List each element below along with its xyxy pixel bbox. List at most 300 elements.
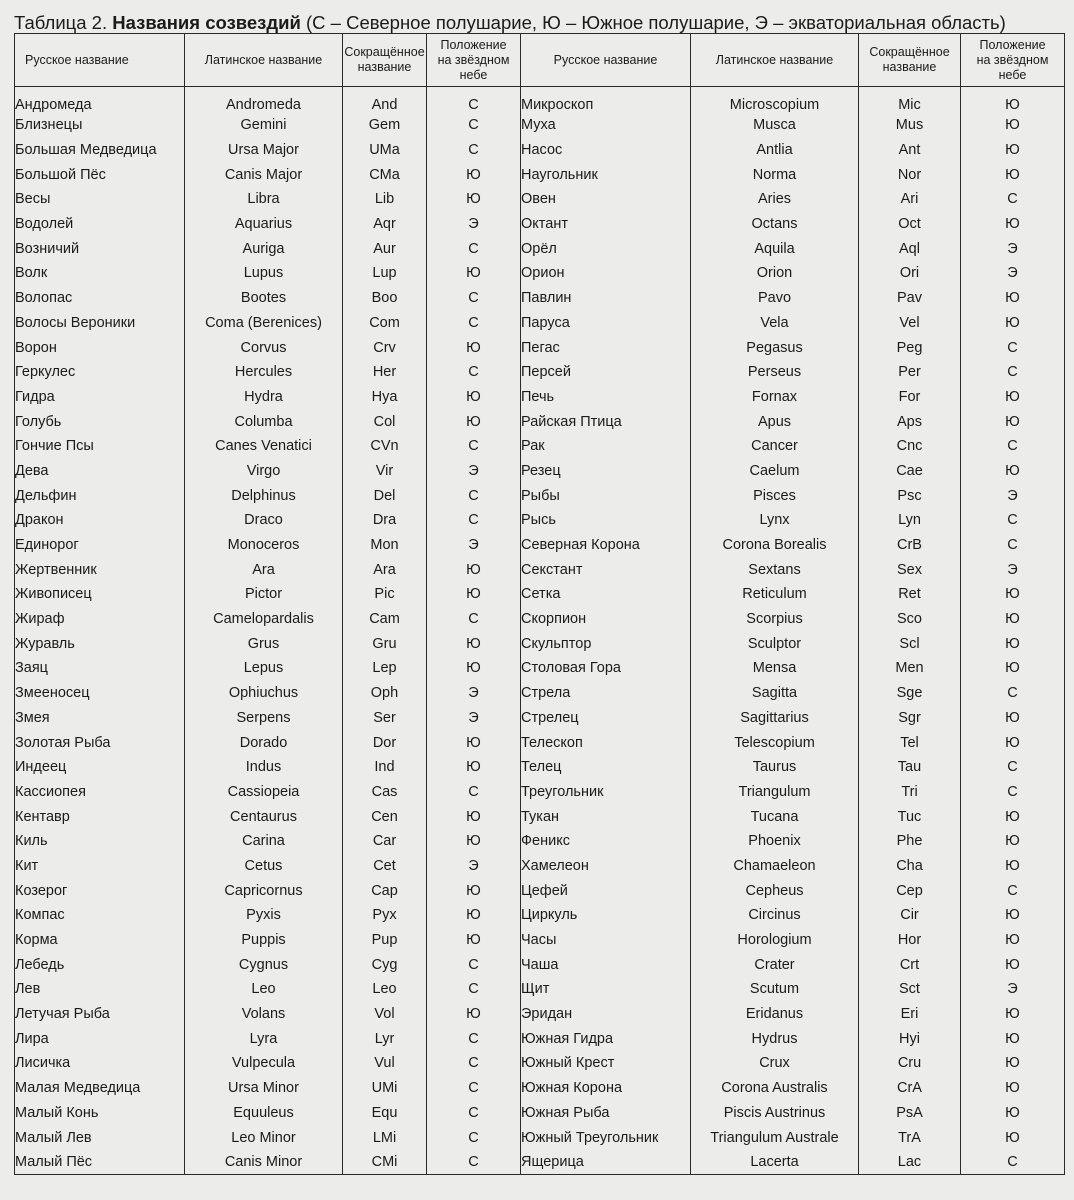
abbreviation-cell: Cru: [859, 1051, 961, 1076]
table-row: [15, 409, 1065, 434]
latin-name-cell: Serpens: [185, 706, 343, 731]
table-row: [15, 557, 1065, 582]
abbreviation-cell: Ari: [859, 187, 961, 212]
position-cell: Ю: [427, 730, 521, 755]
position-cell: Ю: [961, 607, 1065, 632]
header-latin-name: Латинское название: [185, 34, 343, 87]
latin-name-cell: Sagitta: [691, 681, 859, 706]
position-cell: Ю: [961, 459, 1065, 484]
abbreviation-cell: Tel: [859, 730, 961, 755]
russian-name-cell: Кассиопея: [15, 780, 185, 805]
russian-name-cell: Волк: [15, 261, 185, 286]
abbreviation-cell: Lyr: [343, 1026, 427, 1051]
position-cell: Ю: [427, 656, 521, 681]
abbreviation-cell: For: [859, 385, 961, 410]
position-cell: С: [961, 878, 1065, 903]
russian-name-cell: Лев: [15, 977, 185, 1002]
header-russian-name: Русское название: [521, 34, 691, 87]
latin-name-cell: Carina: [185, 829, 343, 854]
abbreviation-cell: Crt: [859, 952, 961, 977]
table-row: [15, 1051, 1065, 1076]
abbreviation-cell: Aps: [859, 409, 961, 434]
russian-name-cell: Микроскоп: [521, 87, 691, 114]
latin-name-cell: Corona Borealis: [691, 533, 859, 558]
abbreviation-cell: Vel: [859, 311, 961, 336]
latin-name-cell: Aries: [691, 187, 859, 212]
russian-name-cell: Киль: [15, 829, 185, 854]
table-row: [15, 804, 1065, 829]
russian-name-cell: Щит: [521, 977, 691, 1002]
position-cell: С: [961, 508, 1065, 533]
russian-name-cell: Северная Корона: [521, 533, 691, 558]
russian-name-cell: Насос: [521, 138, 691, 163]
latin-name-cell: Vela: [691, 311, 859, 336]
abbreviation-cell: Vir: [343, 459, 427, 484]
position-cell: Ю: [427, 755, 521, 780]
table-row: [15, 236, 1065, 261]
russian-name-cell: Телескоп: [521, 730, 691, 755]
header-position: Положение на звёздном небе: [427, 34, 521, 87]
position-cell: С: [427, 780, 521, 805]
russian-name-cell: Большая Медведица: [15, 138, 185, 163]
abbreviation-cell: Men: [859, 656, 961, 681]
table-body: [15, 87, 1065, 1175]
position-cell: С: [427, 1076, 521, 1101]
russian-name-cell: Рысь: [521, 508, 691, 533]
header-latin-name: Латинское название: [691, 34, 859, 87]
abbreviation-cell: Psc: [859, 483, 961, 508]
latin-name-cell: Puppis: [185, 928, 343, 953]
latin-name-cell: Pisces: [691, 483, 859, 508]
latin-name-cell: Lupus: [185, 261, 343, 286]
position-cell: С: [427, 508, 521, 533]
latin-name-cell: Musca: [691, 113, 859, 138]
position-cell: С: [427, 952, 521, 977]
position-cell: Э: [961, 483, 1065, 508]
latin-name-cell: Taurus: [691, 755, 859, 780]
latin-name-cell: Telescopium: [691, 730, 859, 755]
russian-name-cell: Персей: [521, 360, 691, 385]
abbreviation-cell: Aql: [859, 236, 961, 261]
russian-name-cell: Компас: [15, 903, 185, 928]
abbreviation-cell: Com: [343, 311, 427, 336]
latin-name-cell: Cygnus: [185, 952, 343, 977]
header-abbreviation: Сокращённое название: [343, 34, 427, 87]
latin-name-cell: Pictor: [185, 582, 343, 607]
abbreviation-cell: LMi: [343, 1125, 427, 1150]
russian-name-cell: Феникс: [521, 829, 691, 854]
russian-name-cell: Рак: [521, 434, 691, 459]
abbreviation-cell: Mus: [859, 113, 961, 138]
russian-name-cell: Орион: [521, 261, 691, 286]
position-cell: Э: [427, 459, 521, 484]
table-row: [15, 1101, 1065, 1126]
abbreviation-cell: Ori: [859, 261, 961, 286]
latin-name-cell: Octans: [691, 212, 859, 237]
latin-name-cell: Camelopardalis: [185, 607, 343, 632]
russian-name-cell: Единорог: [15, 533, 185, 558]
abbreviation-cell: UMi: [343, 1076, 427, 1101]
latin-name-cell: Triangulum Australe: [691, 1125, 859, 1150]
russian-name-cell: Южная Рыба: [521, 1101, 691, 1126]
abbreviation-cell: Hyi: [859, 1026, 961, 1051]
latin-name-cell: Horologium: [691, 928, 859, 953]
position-cell: Ю: [961, 311, 1065, 336]
latin-name-cell: Hydra: [185, 385, 343, 410]
abbreviation-cell: Ant: [859, 138, 961, 163]
position-cell: С: [427, 236, 521, 261]
latin-name-cell: Crater: [691, 952, 859, 977]
russian-name-cell: Змееносец: [15, 681, 185, 706]
russian-name-cell: Индеец: [15, 755, 185, 780]
position-cell: Э: [961, 557, 1065, 582]
position-cell: Ю: [961, 87, 1065, 114]
abbreviation-cell: Cen: [343, 804, 427, 829]
latin-name-cell: Volans: [185, 1002, 343, 1027]
russian-name-cell: Живописец: [15, 582, 185, 607]
latin-name-cell: Canes Venatici: [185, 434, 343, 459]
latin-name-cell: Sculptor: [691, 631, 859, 656]
russian-name-cell: Стрелец: [521, 706, 691, 731]
latin-name-cell: Caelum: [691, 459, 859, 484]
latin-name-cell: Cetus: [185, 854, 343, 879]
position-cell: Ю: [961, 952, 1065, 977]
russian-name-cell: Часы: [521, 928, 691, 953]
position-cell: Ю: [961, 706, 1065, 731]
abbreviation-cell: Per: [859, 360, 961, 385]
latin-name-cell: Libra: [185, 187, 343, 212]
abbreviation-cell: Nor: [859, 162, 961, 187]
table-row: [15, 138, 1065, 163]
russian-name-cell: Волопас: [15, 286, 185, 311]
latin-name-cell: Pegasus: [691, 335, 859, 360]
abbreviation-cell: Cam: [343, 607, 427, 632]
latin-name-cell: Hydrus: [691, 1026, 859, 1051]
abbreviation-cell: Cet: [343, 854, 427, 879]
table-row: [15, 903, 1065, 928]
table-row: [15, 434, 1065, 459]
latin-name-cell: Perseus: [691, 360, 859, 385]
russian-name-cell: Южная Корона: [521, 1076, 691, 1101]
russian-name-cell: Гидра: [15, 385, 185, 410]
russian-name-cell: Дракон: [15, 508, 185, 533]
latin-name-cell: Hercules: [185, 360, 343, 385]
position-cell: Ю: [961, 286, 1065, 311]
latin-name-cell: Coma (Berenices): [185, 311, 343, 336]
russian-name-cell: Ящерица: [521, 1150, 691, 1175]
russian-name-cell: Лебедь: [15, 952, 185, 977]
russian-name-cell: Змея: [15, 706, 185, 731]
russian-name-cell: Весы: [15, 187, 185, 212]
header-position: Положение на звёздном небе: [961, 34, 1065, 87]
russian-name-cell: Журавль: [15, 631, 185, 656]
abbreviation-cell: CrB: [859, 533, 961, 558]
table-row: [15, 508, 1065, 533]
table-row: [15, 1150, 1065, 1175]
table-caption: [14, 12, 1064, 34]
abbreviation-cell: Aur: [343, 236, 427, 261]
latin-name-cell: Virgo: [185, 459, 343, 484]
russian-name-cell: Летучая Рыба: [15, 1002, 185, 1027]
abbreviation-cell: Tuc: [859, 804, 961, 829]
table-row: [15, 755, 1065, 780]
abbreviation-cell: Lyn: [859, 508, 961, 533]
position-cell: С: [427, 607, 521, 632]
position-cell: С: [427, 1051, 521, 1076]
latin-name-cell: Leo: [185, 977, 343, 1002]
latin-name-cell: Apus: [691, 409, 859, 434]
position-cell: С: [961, 360, 1065, 385]
latin-name-cell: Pyxis: [185, 903, 343, 928]
abbreviation-cell: Hor: [859, 928, 961, 953]
abbreviation-cell: Gru: [343, 631, 427, 656]
table-row: [15, 1125, 1065, 1150]
abbreviation-cell: Pup: [343, 928, 427, 953]
abbreviation-cell: Sex: [859, 557, 961, 582]
russian-name-cell: Лира: [15, 1026, 185, 1051]
russian-name-cell: Ворон: [15, 335, 185, 360]
latin-name-cell: Orion: [691, 261, 859, 286]
latin-name-cell: Piscis Austrinus: [691, 1101, 859, 1126]
position-cell: С: [961, 755, 1065, 780]
table-row: [15, 829, 1065, 854]
russian-name-cell: Дева: [15, 459, 185, 484]
abbreviation-cell: Ser: [343, 706, 427, 731]
abbreviation-cell: Col: [343, 409, 427, 434]
abbreviation-cell: Leo: [343, 977, 427, 1002]
russian-name-cell: Большой Пёс: [15, 162, 185, 187]
russian-name-cell: Столовая Гора: [521, 656, 691, 681]
russian-name-cell: Жираф: [15, 607, 185, 632]
abbreviation-cell: Cae: [859, 459, 961, 484]
latin-name-cell: Norma: [691, 162, 859, 187]
latin-name-cell: Capricornus: [185, 878, 343, 903]
russian-name-cell: Цефей: [521, 878, 691, 903]
caption-prefix: Таблица 2.: [14, 12, 108, 33]
russian-name-cell: Лисичка: [15, 1051, 185, 1076]
table-row: [15, 261, 1065, 286]
position-cell: Ю: [961, 1051, 1065, 1076]
russian-name-cell: Резец: [521, 459, 691, 484]
russian-name-cell: Козерог: [15, 878, 185, 903]
table-row: [15, 977, 1065, 1002]
table-row: [15, 878, 1065, 903]
position-cell: С: [427, 977, 521, 1002]
latin-name-cell: Canis Minor: [185, 1150, 343, 1175]
position-cell: Ю: [427, 385, 521, 410]
table-row: [15, 533, 1065, 558]
position-cell: С: [427, 113, 521, 138]
latin-name-cell: Andromeda: [185, 87, 343, 114]
abbreviation-cell: And: [343, 87, 427, 114]
latin-name-cell: Gemini: [185, 113, 343, 138]
latin-name-cell: Ophiuchus: [185, 681, 343, 706]
table-row: [15, 162, 1065, 187]
abbreviation-cell: Ara: [343, 557, 427, 582]
abbreviation-cell: Ind: [343, 755, 427, 780]
table-row: [15, 87, 1065, 114]
abbreviation-cell: Sco: [859, 607, 961, 632]
abbreviation-cell: Gem: [343, 113, 427, 138]
russian-name-cell: Южный Крест: [521, 1051, 691, 1076]
position-cell: Ю: [961, 1125, 1065, 1150]
abbreviation-cell: TrA: [859, 1125, 961, 1150]
latin-name-cell: Auriga: [185, 236, 343, 261]
russian-name-cell: Близнецы: [15, 113, 185, 138]
latin-name-cell: Ursa Major: [185, 138, 343, 163]
latin-name-cell: Ursa Minor: [185, 1076, 343, 1101]
header-russian-name: Русское название: [15, 34, 185, 87]
position-cell: Ю: [427, 557, 521, 582]
russian-name-cell: Голубь: [15, 409, 185, 434]
latin-name-cell: Eridanus: [691, 1002, 859, 1027]
russian-name-cell: Андромеда: [15, 87, 185, 114]
russian-name-cell: Эридан: [521, 1002, 691, 1027]
position-cell: Ю: [427, 187, 521, 212]
latin-name-cell: Aquarius: [185, 212, 343, 237]
caption-title: Названия созвездий: [112, 12, 301, 33]
russian-name-cell: Волосы Вероники: [15, 311, 185, 336]
position-cell: Ю: [427, 409, 521, 434]
abbreviation-cell: Tri: [859, 780, 961, 805]
table-row: [15, 360, 1065, 385]
table-row: [15, 631, 1065, 656]
latin-name-cell: Equuleus: [185, 1101, 343, 1126]
latin-name-cell: Lacerta: [691, 1150, 859, 1175]
latin-name-cell: Tucana: [691, 804, 859, 829]
position-cell: Ю: [961, 656, 1065, 681]
table-header-row: [15, 34, 1065, 87]
position-cell: С: [427, 138, 521, 163]
russian-name-cell: Стрела: [521, 681, 691, 706]
latin-name-cell: Antlia: [691, 138, 859, 163]
position-cell: Ю: [961, 804, 1065, 829]
constellations-table: [14, 33, 1065, 1175]
russian-name-cell: Гончие Псы: [15, 434, 185, 459]
russian-name-cell: Южная Гидра: [521, 1026, 691, 1051]
position-cell: Ю: [961, 1076, 1065, 1101]
abbreviation-cell: Lup: [343, 261, 427, 286]
russian-name-cell: Павлин: [521, 286, 691, 311]
abbreviation-cell: Cap: [343, 878, 427, 903]
position-cell: Э: [961, 977, 1065, 1002]
latin-name-cell: Pavo: [691, 286, 859, 311]
position-cell: Э: [427, 681, 521, 706]
table-row: [15, 286, 1065, 311]
latin-name-cell: Mensa: [691, 656, 859, 681]
russian-name-cell: Сетка: [521, 582, 691, 607]
table-row: [15, 656, 1065, 681]
latin-name-cell: Aquila: [691, 236, 859, 261]
abbreviation-cell: Pyx: [343, 903, 427, 928]
position-cell: С: [427, 1101, 521, 1126]
latin-name-cell: Chamaeleon: [691, 854, 859, 879]
position-cell: Ю: [427, 261, 521, 286]
position-cell: Э: [427, 854, 521, 879]
position-cell: Э: [427, 212, 521, 237]
abbreviation-cell: Mic: [859, 87, 961, 114]
abbreviation-cell: Boo: [343, 286, 427, 311]
russian-name-cell: Райская Птица: [521, 409, 691, 434]
table-row: [15, 212, 1065, 237]
table-row: [15, 928, 1065, 953]
table-row: [15, 311, 1065, 336]
russian-name-cell: Тукан: [521, 804, 691, 829]
russian-name-cell: Кентавр: [15, 804, 185, 829]
position-cell: Ю: [427, 829, 521, 854]
position-cell: Ю: [961, 113, 1065, 138]
russian-name-cell: Секстант: [521, 557, 691, 582]
latin-name-cell: Crux: [691, 1051, 859, 1076]
position-cell: С: [961, 434, 1065, 459]
latin-name-cell: Ara: [185, 557, 343, 582]
russian-name-cell: Телец: [521, 755, 691, 780]
table-row: [15, 385, 1065, 410]
russian-name-cell: Наугольник: [521, 162, 691, 187]
abbreviation-cell: Lac: [859, 1150, 961, 1175]
latin-name-cell: Lynx: [691, 508, 859, 533]
latin-name-cell: Sagittarius: [691, 706, 859, 731]
abbreviation-cell: Equ: [343, 1101, 427, 1126]
latin-name-cell: Centaurus: [185, 804, 343, 829]
latin-name-cell: Fornax: [691, 385, 859, 410]
position-cell: Э: [961, 236, 1065, 261]
position-cell: Ю: [427, 631, 521, 656]
position-cell: Ю: [961, 1101, 1065, 1126]
russian-name-cell: Октант: [521, 212, 691, 237]
position-cell: С: [427, 1125, 521, 1150]
russian-name-cell: Малый Лев: [15, 1125, 185, 1150]
russian-name-cell: Печь: [521, 385, 691, 410]
abbreviation-cell: Cha: [859, 854, 961, 879]
position-cell: Ю: [961, 829, 1065, 854]
position-cell: С: [961, 335, 1065, 360]
position-cell: Ю: [961, 928, 1065, 953]
abbreviation-cell: Phe: [859, 829, 961, 854]
position-cell: Ю: [427, 582, 521, 607]
latin-name-cell: Lyra: [185, 1026, 343, 1051]
russian-name-cell: Пегас: [521, 335, 691, 360]
position-cell: Э: [427, 533, 521, 558]
abbreviation-cell: CrA: [859, 1076, 961, 1101]
russian-name-cell: Скульптор: [521, 631, 691, 656]
abbreviation-cell: Sge: [859, 681, 961, 706]
abbreviation-cell: Scl: [859, 631, 961, 656]
abbreviation-cell: Sct: [859, 977, 961, 1002]
russian-name-cell: Овен: [521, 187, 691, 212]
position-cell: С: [427, 286, 521, 311]
latin-name-cell: Bootes: [185, 286, 343, 311]
latin-name-cell: Circinus: [691, 903, 859, 928]
table-row: [15, 483, 1065, 508]
abbreviation-cell: Cas: [343, 780, 427, 805]
position-cell: Ю: [961, 1026, 1065, 1051]
latin-name-cell: Canis Major: [185, 162, 343, 187]
position-cell: Ю: [427, 928, 521, 953]
position-cell: Ю: [427, 903, 521, 928]
position-cell: Ю: [427, 878, 521, 903]
abbreviation-cell: Lib: [343, 187, 427, 212]
russian-name-cell: Рыбы: [521, 483, 691, 508]
position-cell: С: [427, 360, 521, 385]
abbreviation-cell: Cir: [859, 903, 961, 928]
position-cell: Ю: [961, 582, 1065, 607]
latin-name-cell: Cassiopeia: [185, 780, 343, 805]
position-cell: Э: [961, 261, 1065, 286]
abbreviation-cell: CMi: [343, 1150, 427, 1175]
latin-name-cell: Sextans: [691, 557, 859, 582]
abbreviation-cell: Vul: [343, 1051, 427, 1076]
